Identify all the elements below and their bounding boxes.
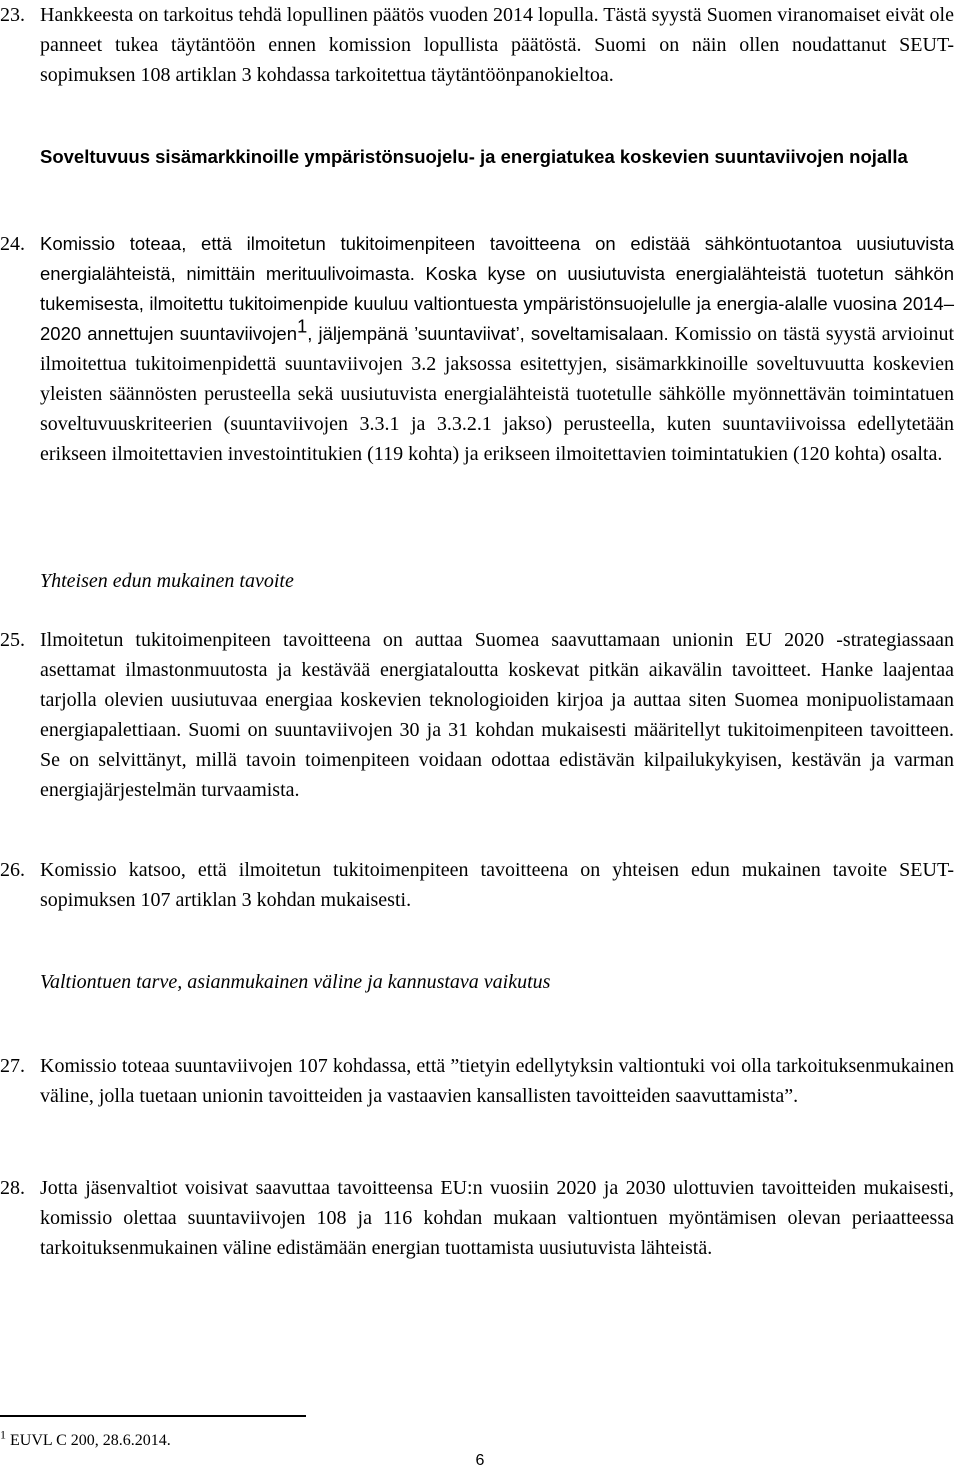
paragraph-text: Komissio toteaa suuntaviivojen 107 kohdassa, että ”tietyin edellytyksin valtiontuki voi olla tarkoituksenmukainen väline, jolla tuetaan unionin tavoitteiden ja vastaavien kansallisten tavoitteiden saavuttamista”.	[40, 1055, 954, 1107]
paragraph-number: 24.	[0, 233, 25, 255]
paragraph-25	[0, 625, 954, 805]
paragraph-text: Jotta jäsenvaltiot voisivat saavuttaa tavoitteensa EU:n vuosiin 2020 ja 2030 ulottuvien tavoitteiden mukaisesti, komissio olettaa suuntaviivojen 108 ja 116 kohdan mukaan valtiontuen myöntämisen olevan periaatteessa tarkoituksenmukainen väline edistämään energian tuottamista uusiutuvista lähteistä.	[40, 1177, 954, 1259]
paragraph-28	[0, 1173, 954, 1263]
paragraph-text: Komissio katsoo, että ilmoitetun tukitoimenpiteen tavoitteena on yhteisen edun mukainen tavoite SEUT-sopimuksen 107 artiklan 3 kohdan mukaisesti.	[40, 859, 954, 911]
paragraph-number: 27.	[0, 1055, 25, 1077]
paragraph-text: Hankkeesta on tarkoitus tehdä lopullinen päätös vuoden 2014 lopulla. Tästä syystä Suomen viranomaiset eivät ole panneet tukea täytäntöön ennen komission lopullista päätöstä. Suomi on näin ollen noudattanut SEUT-sopimuksen 108 artiklan 3 kohdassa tarkoitettua täytäntöönpanokieltoa.	[40, 4, 954, 86]
paragraph-text	[40, 229, 954, 469]
footnote-separator	[0, 1415, 306, 1417]
paragraph-24	[0, 229, 954, 469]
footnote-text: EUVL C 200, 28.6.2014.	[6, 1432, 171, 1449]
paragraph-number: 23.	[0, 4, 25, 26]
footnote	[0, 1427, 171, 1452]
paragraph-text-serif: Komissio on tästä syystä arvioinut ilmoitettua tukitoimenpidettä suuntaviivojen 3.2 jaksossa esitettyjen, sisämarkkinoille soveltuvuutta koskevien yleisten säännösten perusteella sekä uusiutuvista energialähteistä tuotetulle sähkölle myönnettävän toimintatuen soveltuvuuskriteerien (suuntaviivojen 3.3.1 ja 3.3.2.1 jakso) perusteella, kuten suuntaviivoissa edellytetään erikseen ilmoitettavien investointitukien (119 kohta) ja erikseen ilmoitettavien toimintatukien (120 kohta) osalta.	[40, 323, 954, 465]
section-heading-applicability: Soveltuvuus sisämarkkinoille ympäristönsuojelu- ja energiatukea koskevien suuntaviivojen nojalla	[40, 146, 908, 167]
paragraph-number: 25.	[0, 629, 25, 651]
paragraph-number: 28.	[0, 1177, 25, 1199]
page-number: 6	[475, 1452, 485, 1469]
paragraph-23	[0, 0, 954, 90]
paragraph-26	[0, 855, 954, 915]
paragraph-text: Ilmoitetun tukitoimenpiteen tavoitteena on auttaa Suomea saavuttamaan unionin EU 2020 -strategiassaan asettamat ilmastonmuutosta ja kestävää energiataloutta koskevat pitkän aikavälin tavoitteet. Hanke laajentaa tarjolla olevien uusiutuvaa energiaa koskevien teknologioiden kirjoa ja auttaa siten Suomea monipuolistamaan energiapalettiaan. Suomi on suuntaviivojen 30 ja 31 kohdan mukaisesti määritellyt tukitoimenpiteen tavoitteen. Se on selvittänyt, millä tavoin toimenpiteen voidaan odottaa edistävän kilpailukykyisen, kestävän ja varman energiajärjestelmän turvaamista.	[40, 629, 954, 801]
paragraph-text-sans: Komissio toteaa, että ilmoitetun tukitoimenpiteen tavoitteena on edistää sähköntuotantoa uusiutuvista energialähteistä, nimittäin merituulivoimasta. Koska kyse on uusiutuvista energialähteistä tuotetun sähkön tukemisesta, ilmoitettu tukitoimenpide kuuluu valtiontuesta ympäristönsuojelulle ja energia-alalle vuosina 2014–2020 annettujen suuntaviivojen	[40, 233, 954, 344]
paragraph-text-sans-continued: , jäljempänä ’suuntaviivat’, soveltamisalaan.	[307, 323, 669, 344]
section-heading-necessity: Valtiontuen tarve, asianmukainen väline ja kannustava vaikutus	[40, 971, 551, 993]
paragraph-number: 26.	[0, 859, 25, 881]
footnote-marker: 1	[0, 1427, 6, 1442]
section-heading-common-interest: Yhteisen edun mukainen tavoite	[40, 570, 294, 592]
paragraph-27	[0, 1051, 954, 1111]
footnote-reference: 1	[297, 315, 308, 337]
